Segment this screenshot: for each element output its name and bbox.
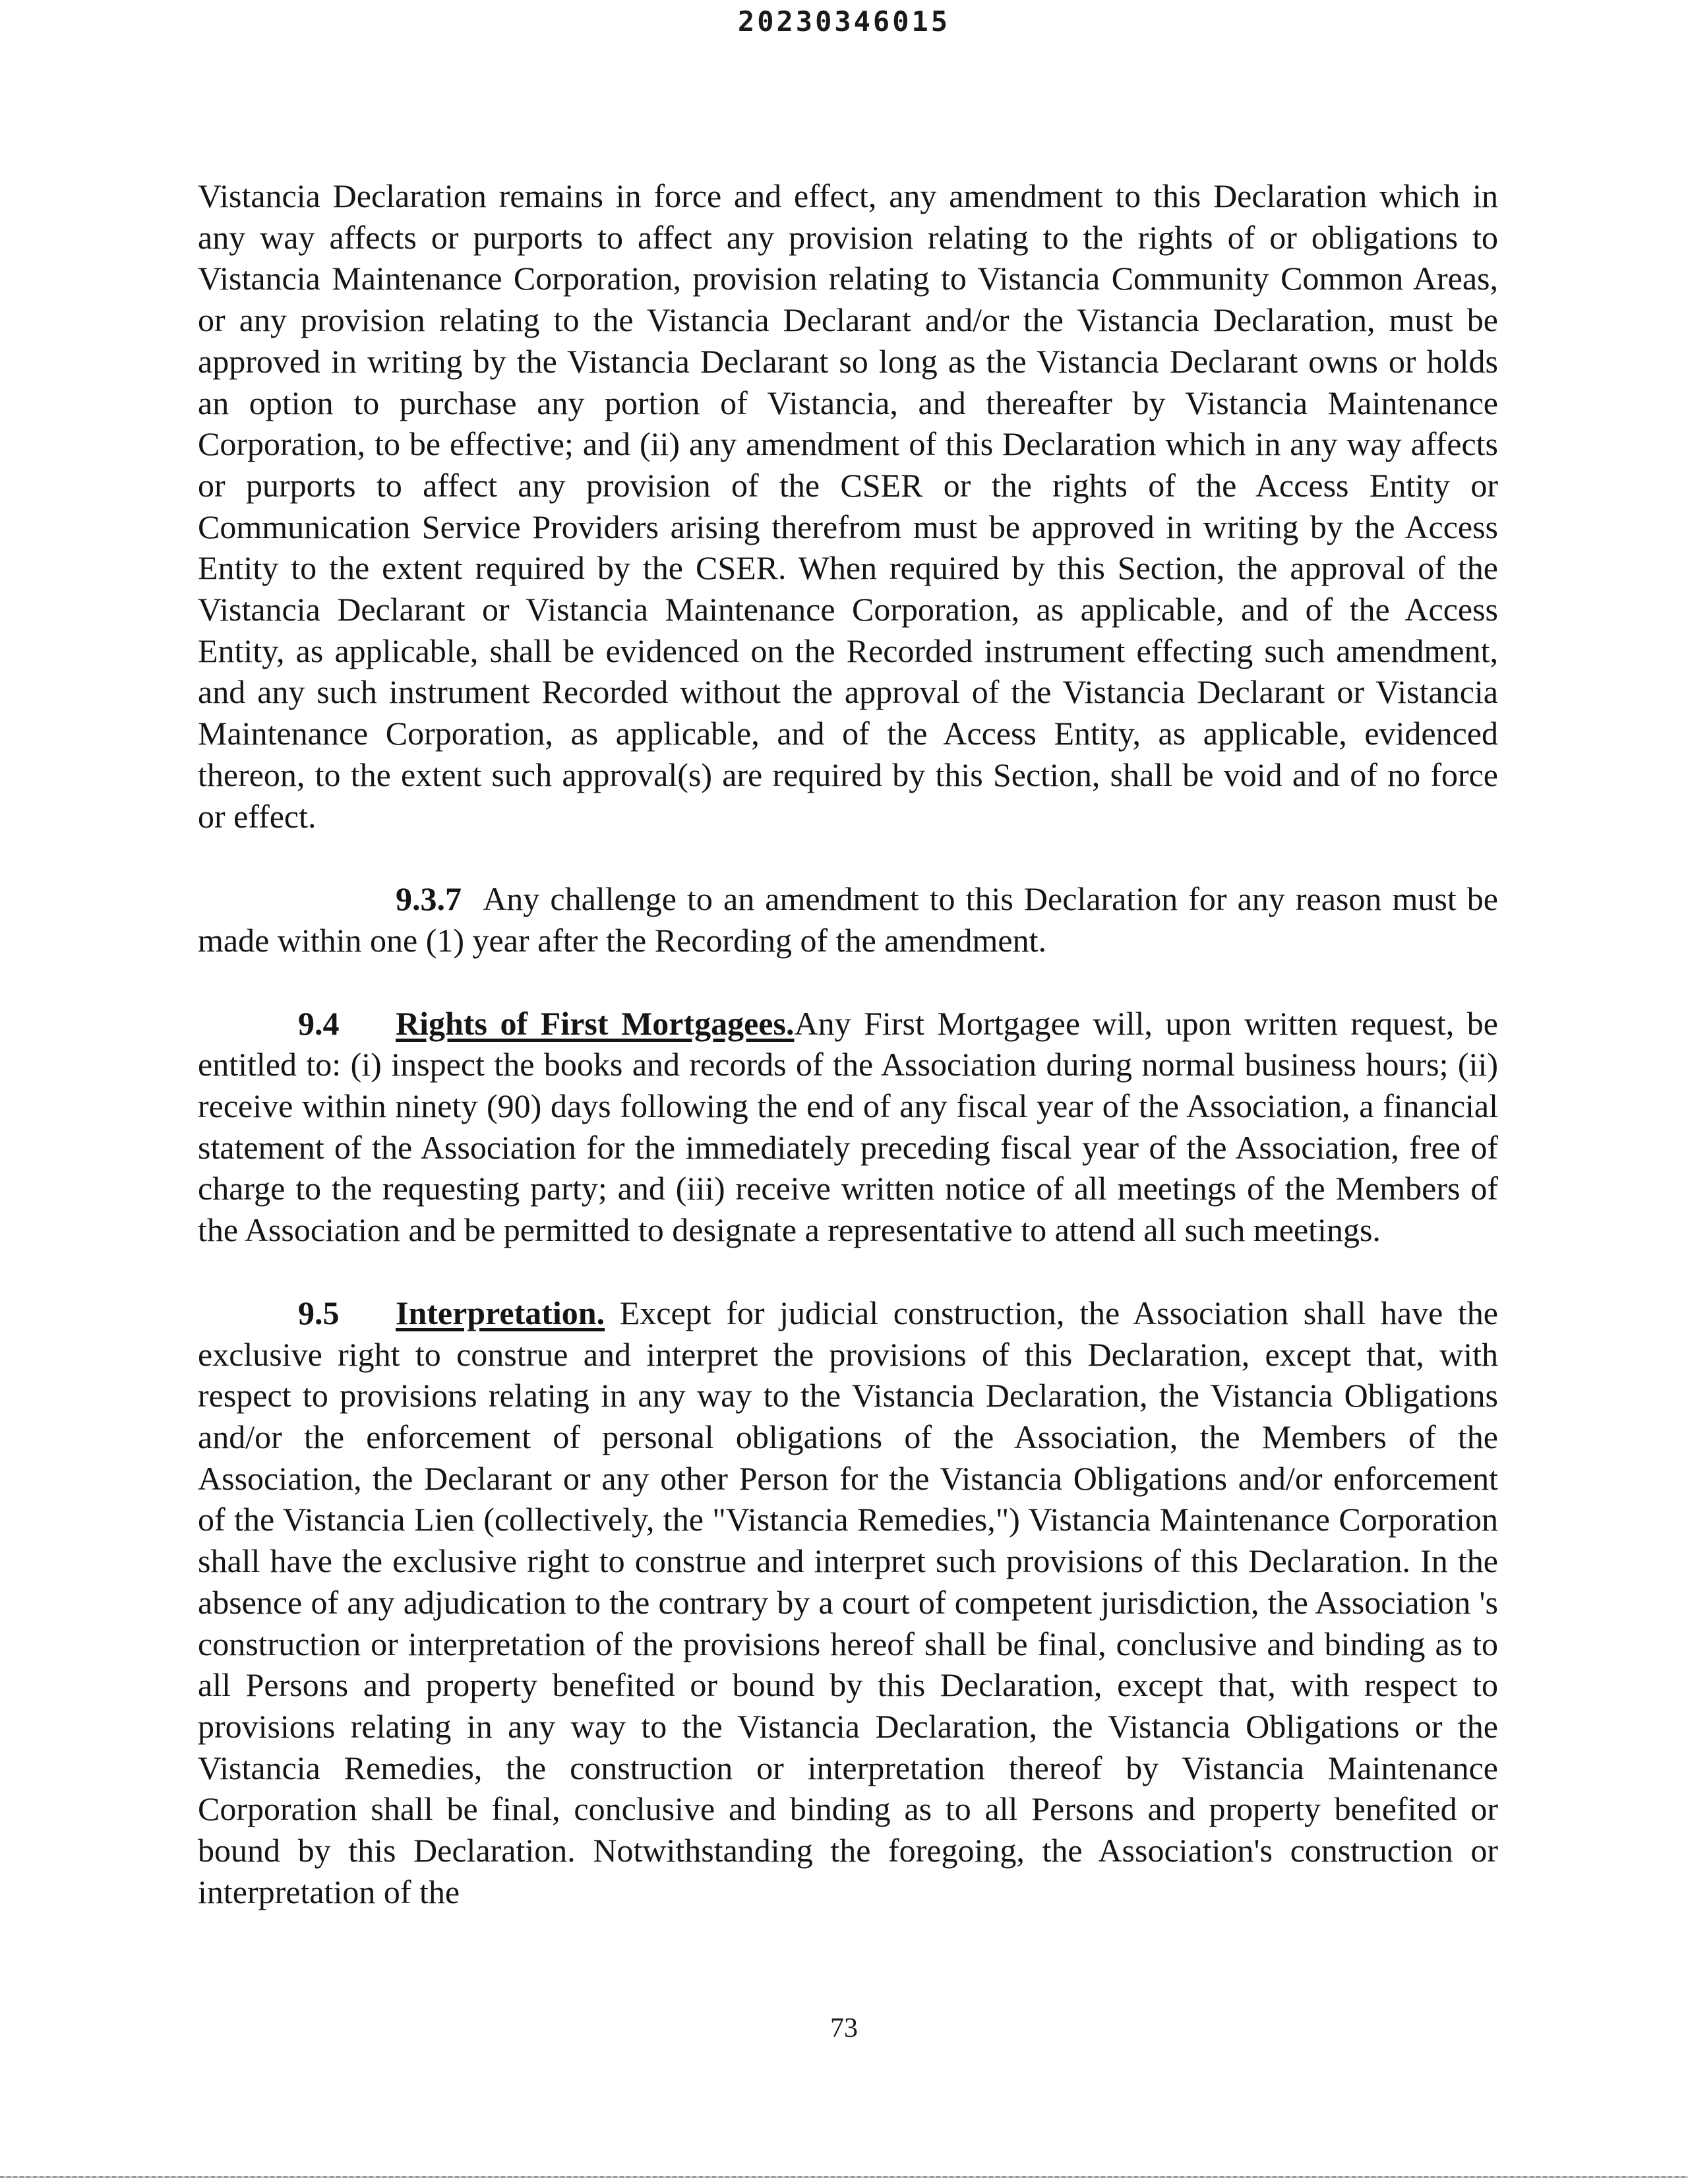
section-text: Except for judicial construction, the Association shall have the exclusive right to construe and interpret the provisions of this Declaration, except that, with respect to provisions relating in any way to the Vistancia Declaration, the Vistancia Obligations and/or the enforcement of personal obligations of the Association, the Members of the Association, the Declarant or any other Person for the Vistancia Obligations and/or enforcement of the Vistancia Lien (collectively, the "Vistancia Remedies,") Vistancia Maintenance Corporation shall have the exclusive right to construe and interpret such provisions of this Declaration. In the absence of any adjudication to the contrary by a court of competent jurisdiction, the Association 's construction or interpretation of the provisions hereof shall be final, conclusive and binding as to all Persons and property benefited or bound by this Declaration, except that, with respect to provisions relating in any way to the Vistancia Declaration, the Vistancia Obligations or the Vistancia Remedies, the construction or interpretation thereof by Vistancia Maintenance Corporation shall be final, conclusive and binding as to all Persons and property benefited or bound by this Declaration. Notwithstanding the foregoing, the Association's construction or interpretation of the xyxy=(198,1294,1498,1910)
section-text: Any First Mortgagee will, upon written request, be entitled to: (i) inspect the books and records of the Association during normal business hours; (ii) receive within ninety (90) days following the end of any fiscal year of the Association, a financial statement of the Association for the immediately preceding fiscal year of the Association, free of charge to the requesting party; and (iii) receive written notice of all meetings of the Members of the Association and be permitted to designate a representative to attend all such meetings. xyxy=(198,1004,1498,1249)
scan-edge-line xyxy=(0,2176,1688,2178)
section-text: Any challenge to an amendment to this Declaration for any reason must be made within one (1) year after the Recording of the amendment. xyxy=(198,880,1498,959)
section-number: 9.4 xyxy=(298,1004,340,1042)
continued-paragraph: Vistancia Declaration remains in force and effect, any amendment to this Declaration which in any way affects or purports to affect any provision relating to the rights of or obligations to Vistancia Maintenance Corporation, provision relating to Vistancia Community Common Areas, or any provision relating to the Vistancia Declarant and/or the Vistancia Declaration, must be approved in writing by the Vistancia Declarant so long as the Vistancia Declarant owns or holds an option to purchase any portion of Vistancia, and thereafter by Vistancia Maintenance Corporation, to be effective; and (ii) any amendment of this Declaration which in any way affects or purports to affect any provision of the CSER or the rights of the Access Entity or Communication Service Providers arising therefrom must be approved in writing by the Access Entity to the extent required by the CSER. When required by this Section, the approval of the Vistancia Declarant or Vistancia Maintenance Corporation, as applicable, and of the Access Entity, as applicable, shall be evidenced on the Recorded instrument effecting such amendment, and any such instrument Recorded without the approval of the Vistancia Declarant or Vistancia Maintenance Corporation, as applicable, and of the Access Entity, as applicable, evidenced thereon, to the extent such approval(s) are required by this Section, shall be void and of no force or effect. xyxy=(198,177,1498,835)
section-number: 9.3.7 xyxy=(396,880,462,918)
section-9-3-7 xyxy=(198,878,1498,961)
page-number: 73 xyxy=(830,2013,858,2044)
section-title: Interpretation. xyxy=(396,1294,605,1331)
recording-number: 20230346015 xyxy=(737,5,951,38)
section-title: Rights of First Mortgagees. xyxy=(396,1004,795,1042)
section-9-4 xyxy=(198,1003,1498,1251)
document-body xyxy=(198,175,1498,1912)
section-number: 9.5 xyxy=(298,1294,340,1331)
section-9-5 xyxy=(198,1292,1498,1913)
